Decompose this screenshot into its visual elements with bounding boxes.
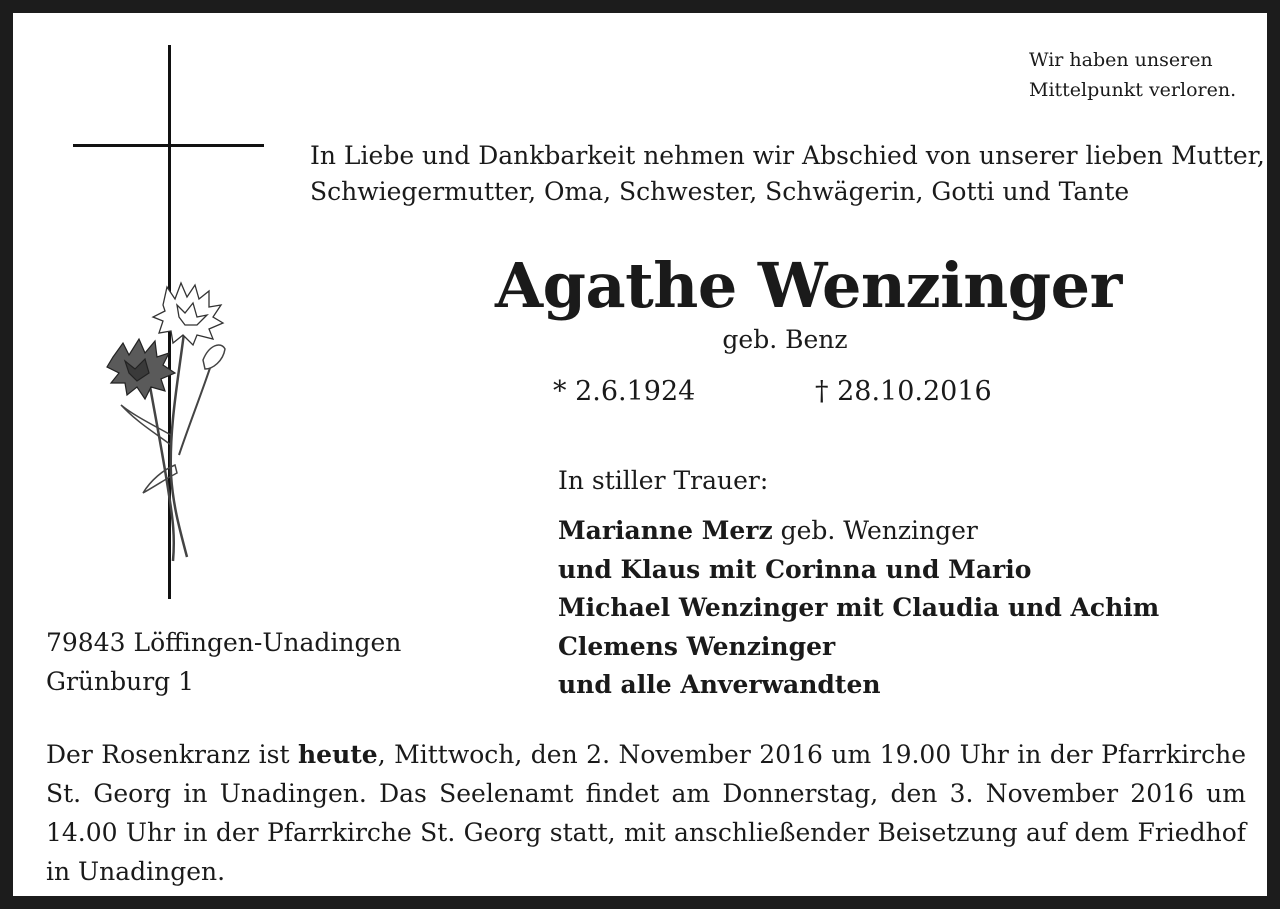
mourner-name: Marianne Merz (558, 516, 773, 545)
quote (1029, 45, 1236, 105)
mourner-line: Michael Wenzinger mit Claudia und Achim (558, 593, 1160, 622)
mourners-list (558, 512, 1159, 705)
service-info (46, 735, 1246, 891)
intro-line: In Liebe und Dankbarkeit nehmen wir Abschied von unserer lieben Mutter, (310, 141, 1265, 170)
deceased-name: Agathe Wenzinger (495, 249, 1122, 322)
intro-text (310, 138, 1265, 210)
mourner-line: und alle Anverwandten (558, 670, 881, 699)
birth-date: * 2.6.1924 (553, 376, 696, 407)
mourner-line: Clemens Wenzinger (558, 631, 836, 661)
mourning-heading: In stiller Trauer: (558, 466, 769, 495)
mourner-line: und Klaus mit Corinna und Mario (558, 554, 1032, 584)
carnation-icon (93, 265, 243, 565)
address (46, 624, 401, 701)
mourner-line (558, 512, 1159, 551)
cross-bar (73, 144, 264, 147)
quote-line: Wir haben unseren (1029, 49, 1213, 71)
service-text: Der Rosenkranz ist (46, 740, 298, 769)
death-date: † 28.10.2016 (815, 376, 992, 407)
address-line: 79843 Löffingen-Unadingen (46, 628, 402, 657)
maiden-name: geb. Benz (722, 325, 848, 354)
address-line: Grünburg 1 (46, 666, 195, 696)
service-highlight: heute (297, 740, 378, 769)
death-notice (13, 13, 1267, 896)
service-text: , Mittwoch, den 2. November 2016 um 19.00 Uhr in der Pfarrkirche St. Georg in Unadingen. Das Seelenamt findet am Donnerstag, den 3. November 2016 um 14.00 Uhr in der Pfarrkirche St. Georg statt, mit anschließender Beisetzung auf dem Friedhof in Unadingen. (46, 740, 1246, 886)
quote-line: Mittelpunkt verloren. (1029, 79, 1237, 101)
intro-line: Schwiegermutter, Oma, Schwester, Schwägerin, Gotti und Tante (310, 177, 1130, 206)
mourner-maiden: geb. Wenzinger (772, 516, 978, 545)
